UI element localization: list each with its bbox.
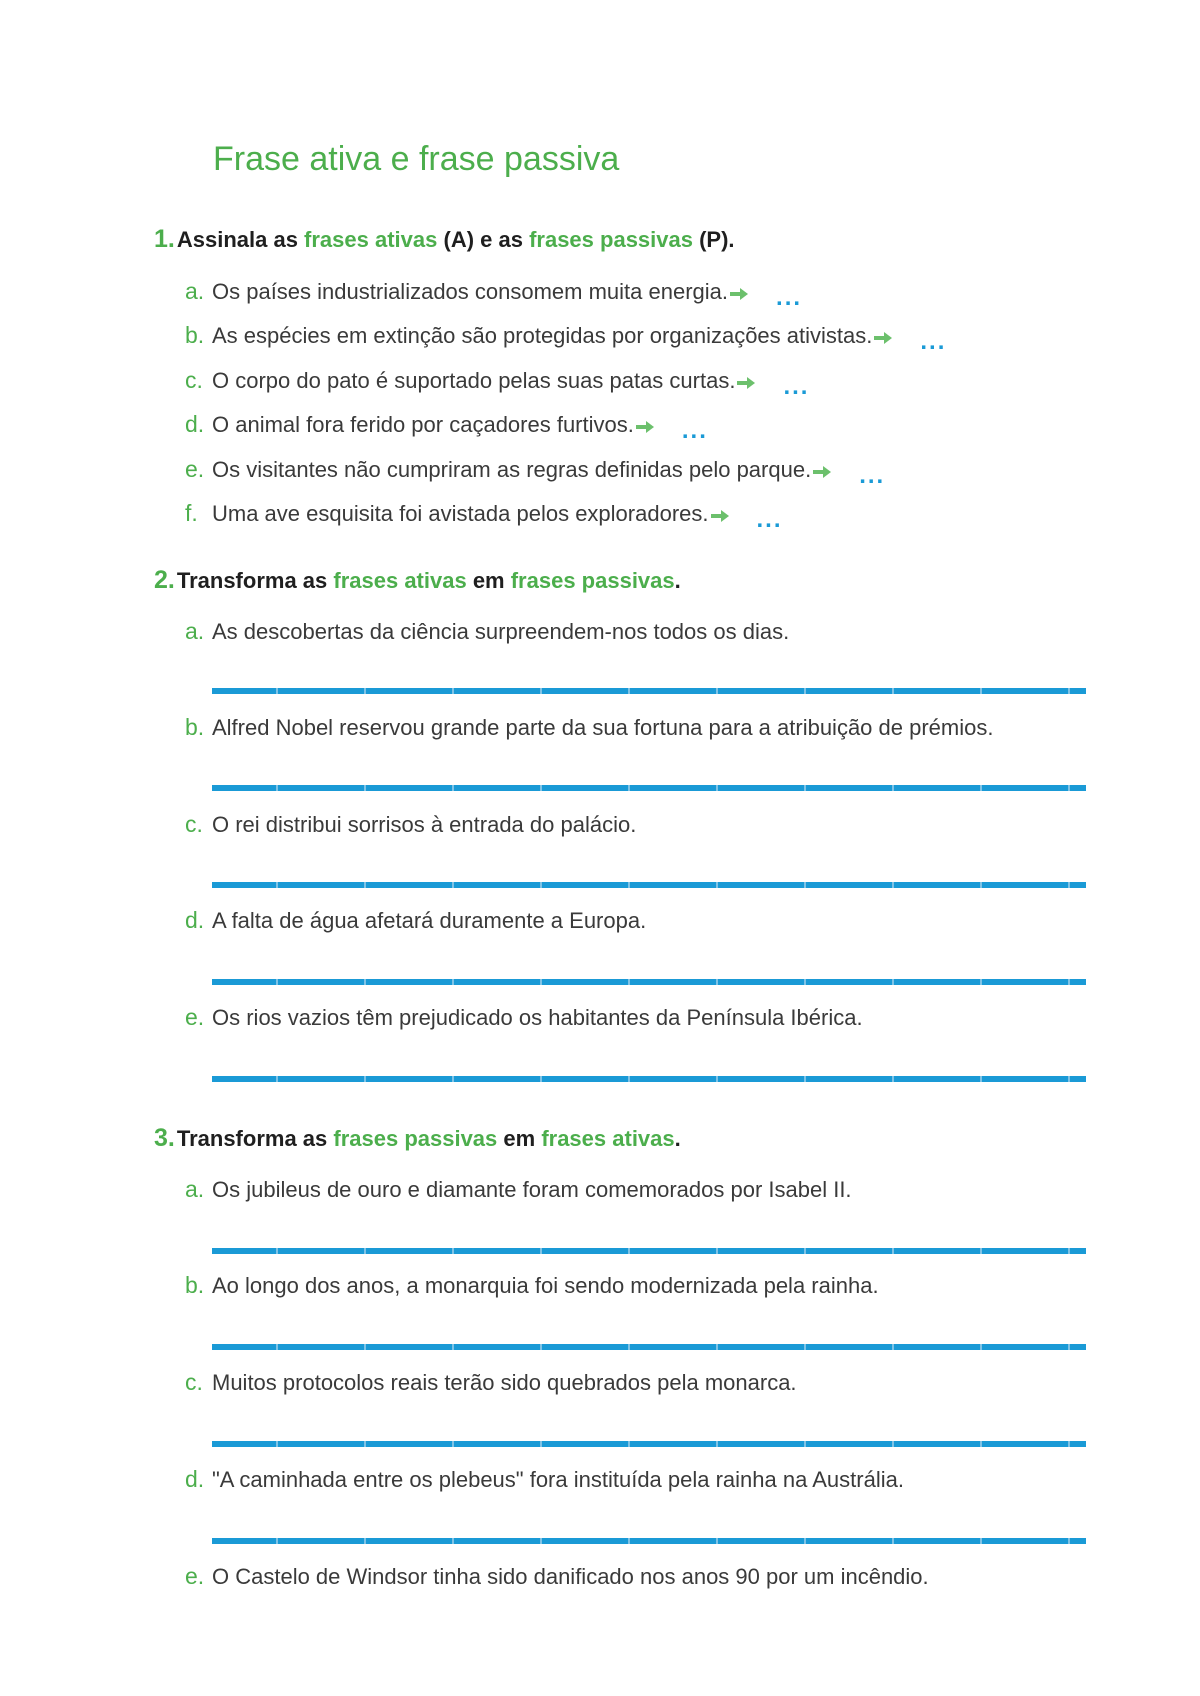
answer-line[interactable]: [212, 1538, 1086, 1544]
heading-highlight: frases ativas: [304, 227, 438, 252]
heading-highlight: frases passivas: [333, 1126, 498, 1151]
arrow-right-icon: [711, 502, 729, 528]
item-letter: c.: [185, 811, 203, 837]
heading-text: Transforma as: [176, 1126, 334, 1151]
item-text: Os países industrializados consomem muita energia.: [212, 279, 729, 304]
exercise-3-item-c: [185, 1369, 797, 1396]
heading-text: (A) e as: [437, 227, 530, 252]
answer-line[interactable]: [212, 1441, 1086, 1447]
heading-highlight: frases passivas: [529, 227, 693, 252]
answer-line[interactable]: [212, 1344, 1086, 1350]
item-text: Uma ave esquisita foi avistada pelos exploradores.: [212, 501, 709, 526]
arrow-right-icon: [730, 280, 748, 306]
answer-line[interactable]: [212, 785, 1086, 791]
exercise-2-item-d: [185, 907, 646, 934]
item-text: Ao longo dos anos, a monarquia foi sendo modernizada pela rainha.: [212, 1273, 879, 1298]
section-2-heading: [154, 566, 681, 595]
answer-line[interactable]: [212, 1076, 1086, 1082]
item-letter: b.: [185, 714, 205, 740]
answer-line[interactable]: [212, 688, 1086, 694]
item-letter: e.: [185, 456, 205, 482]
exercise-1-item-b: [185, 322, 947, 355]
arrow-right-icon: [636, 413, 654, 439]
heading-highlight: frases ativas: [541, 1126, 675, 1151]
heading-text: em: [466, 568, 511, 593]
exercise-1-item-a: [185, 278, 803, 311]
heading-highlight: frases ativas: [333, 568, 467, 593]
exercise-3-item-b: [185, 1272, 879, 1299]
section-3-heading: [154, 1124, 681, 1153]
arrow-right-icon: [737, 369, 755, 395]
answer-line[interactable]: [212, 1248, 1086, 1254]
item-text: O rei distribui sorrisos à entrada do palácio.: [212, 812, 637, 837]
section-number: 3.: [154, 1124, 175, 1152]
item-text: Os visitantes não cumpriram as regras definidas pelo parque.: [212, 457, 812, 482]
exercise-1-item-c: [185, 367, 810, 400]
item-text: O animal fora ferido por caçadores furtivos.: [212, 412, 634, 437]
section-number: 2.: [154, 566, 175, 594]
answer-blank[interactable]: ...: [920, 328, 947, 355]
item-text: Os rios vazios têm prejudicado os habitantes da Península Ibérica.: [212, 1005, 863, 1030]
exercise-1-item-d: [185, 411, 708, 444]
item-letter: a.: [185, 618, 205, 644]
heading-text: Transforma as: [176, 568, 334, 593]
item-text: Alfred Nobel reservou grande parte da sua fortuna para a atribuição de prémios.: [212, 715, 994, 740]
exercise-2-item-b: [185, 714, 993, 741]
answer-blank[interactable]: ...: [859, 462, 886, 489]
exercise-1-item-f: [185, 500, 783, 533]
arrow-right-icon: [874, 324, 892, 350]
heading-text: em: [497, 1126, 542, 1151]
item-letter: b.: [185, 1272, 205, 1298]
item-letter: c.: [185, 1369, 203, 1395]
item-letter: c.: [185, 367, 203, 393]
item-text: As descobertas da ciência surpreendem-nos todos os dias.: [212, 619, 790, 644]
exercise-2-item-a: [185, 618, 789, 645]
heading-text: Assinala as: [176, 227, 305, 252]
item-letter: d.: [185, 1466, 205, 1492]
arrow-right-icon: [813, 458, 831, 484]
item-letter: d.: [185, 411, 205, 437]
page-title: Frase ativa e frase passiva: [213, 140, 620, 178]
exercise-1-item-e: [185, 456, 886, 489]
item-text: As espécies em extinção são protegidas por organizações ativistas.: [212, 323, 873, 348]
answer-line[interactable]: [212, 979, 1086, 985]
item-letter: e.: [185, 1004, 205, 1030]
item-letter: d.: [185, 907, 205, 933]
exercise-3-item-d: [185, 1466, 904, 1493]
item-letter: b.: [185, 322, 205, 348]
heading-text: .: [674, 1126, 681, 1151]
item-text: "A caminhada entre os plebeus" fora instituída pela rainha na Austrália.: [212, 1467, 904, 1492]
heading-text: .: [674, 568, 681, 593]
answer-blank[interactable]: ...: [783, 373, 810, 400]
exercise-3-item-e: [185, 1563, 929, 1590]
answer-blank[interactable]: ...: [681, 417, 708, 444]
item-letter: f.: [185, 500, 198, 526]
item-text: Os jubileus de ouro e diamante foram comemorados por Isabel II.: [212, 1177, 852, 1202]
item-text: A falta de água afetará duramente a Europa.: [212, 908, 647, 933]
section-number: 1.: [154, 225, 175, 253]
exercise-2-item-e: [185, 1004, 863, 1031]
heading-highlight: frases passivas: [510, 568, 675, 593]
item-text: O Castelo de Windsor tinha sido danificado nos anos 90 por um incêndio.: [212, 1564, 929, 1589]
item-letter: e.: [185, 1563, 205, 1589]
item-text: O corpo do pato é suportado pelas suas patas curtas.: [212, 368, 736, 393]
exercise-2-item-c: [185, 811, 636, 838]
item-letter: a.: [185, 1176, 205, 1202]
item-letter: a.: [185, 278, 205, 304]
answer-blank[interactable]: ...: [776, 284, 803, 311]
item-text: Muitos protocolos reais terão sido quebrados pela monarca.: [212, 1370, 797, 1395]
answer-blank[interactable]: ...: [756, 506, 783, 533]
heading-text: (P).: [692, 227, 735, 252]
exercise-3-item-a: [185, 1176, 852, 1203]
section-1-heading: [154, 225, 735, 254]
answer-line[interactable]: [212, 882, 1086, 888]
